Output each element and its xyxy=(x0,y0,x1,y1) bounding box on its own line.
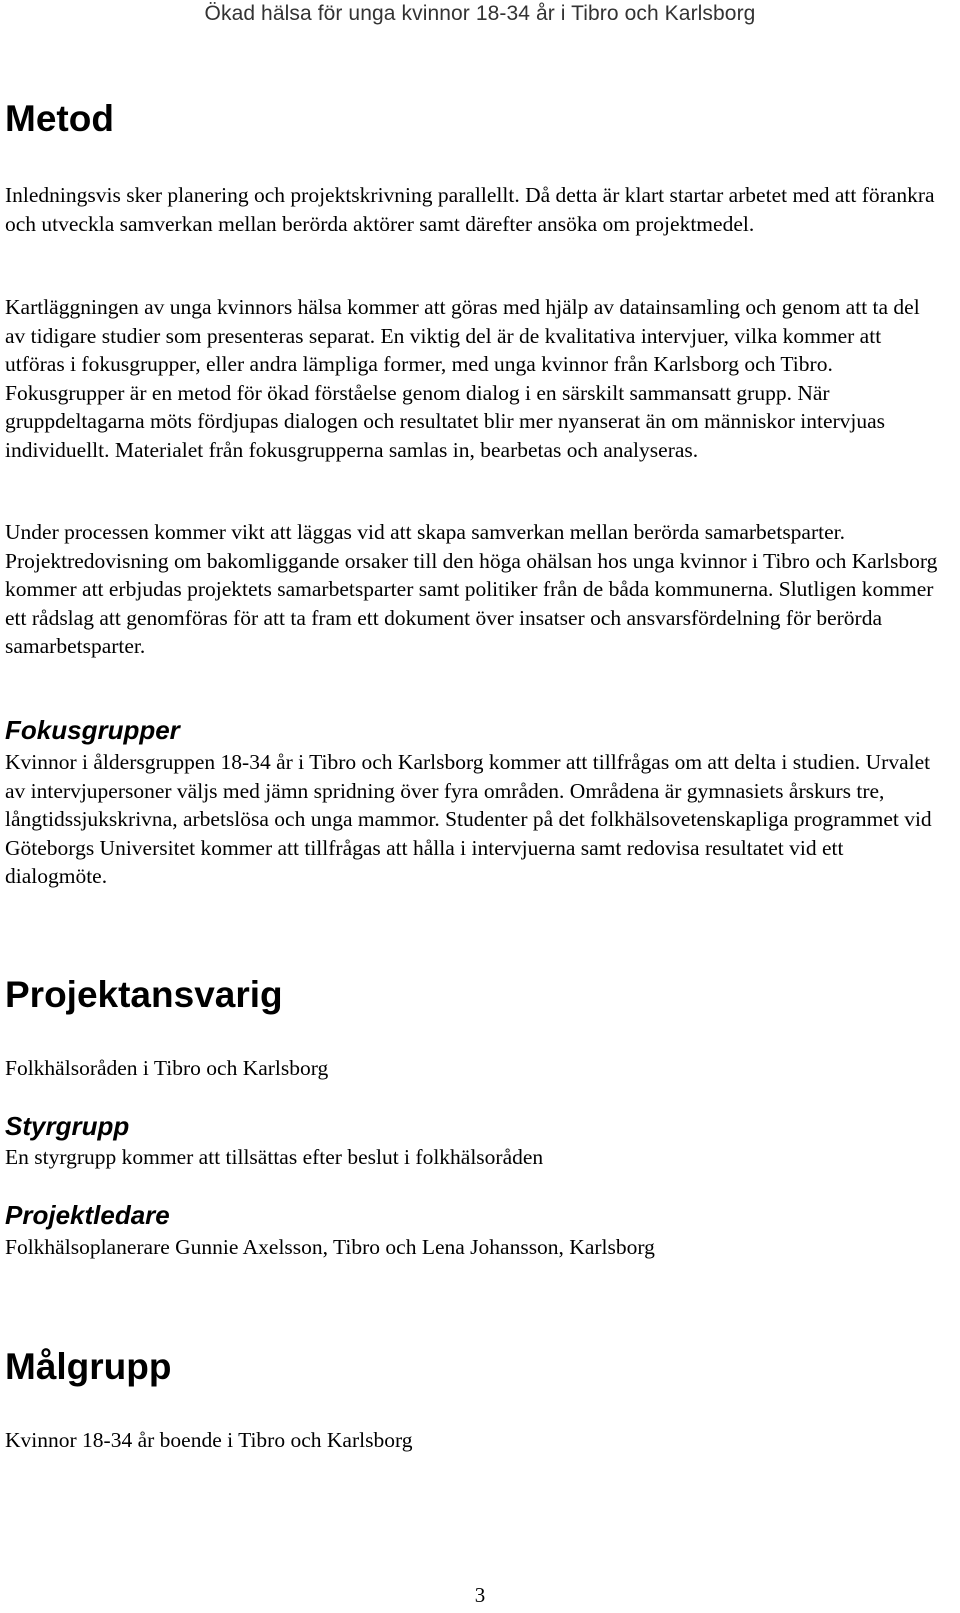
paragraph-metod-1: Inledningsvis sker planering och projektskrivning parallellt. Då detta är klart startar arbetet med att förankra och utveckla samverkan mellan berörda aktörer samt därefter ansöka om projektmedel. xyxy=(5,183,935,236)
text-projektansvarig: Folkhälsoråden i Tibro och Karlsborg xyxy=(5,1056,329,1080)
heading-metod: Metod xyxy=(5,98,114,139)
paragraph-fokusgrupper: Kvinnor i åldersgruppen 18-34 år i Tibro och Karlsborg kommer att tillfrågas om att delta i studien. Urvalet av intervjupersoner väljs med jämn spridning över fyra områden. Områdena är gymnasiets årskurs tre, långtidssjukskrivna, arbetslösa och unga mammor. Studenter på det folkhälsovetenskapliga programmet vid Göteborgs Universitet kommer att tillfrågas att hålla i intervjuerna samt redovisa resultatet vid ett dialogmöte. xyxy=(5,750,932,889)
heading-fokusgrupper: Fokusgrupper xyxy=(5,715,180,745)
page-number: 3 xyxy=(474,1583,486,1607)
text-projektledare: Folkhälsoplanerare Gunnie Axelsson, Tibro och Lena Johansson, Karlsborg xyxy=(5,1235,655,1259)
text-styrgrupp: En styrgrupp kommer att tillsättas efter beslut i folkhälsoråden xyxy=(5,1145,544,1169)
heading-projektansvarig: Projektansvarig xyxy=(5,974,283,1015)
heading-styrgrupp: Styrgrupp xyxy=(5,1111,130,1141)
paragraph-metod-3: Under processen kommer vikt att läggas vid att skapa samverkan mellan berörda samarbetsparter. Projektredovisning om bakomliggande orsaker till den höga ohälsan hos unga kvinnor i Tibro och Karlsborg kommer att erbjudas projektets samarbetsparter samt politiker från de båda kommunerna. Slutligen kommer ett rådslag att genomföras för att ta fram ett dokument över insatser och ansvarsfördelning för berörda samarbetsparter. xyxy=(5,520,938,659)
text-malgrupp: Kvinnor 18-34 år boende i Tibro och Karlsborg xyxy=(5,1428,413,1452)
running-header: Ökad hälsa för unga kvinnor 18-34 år i Tibro och Karlsborg xyxy=(204,2,756,25)
heading-projektledare: Projektledare xyxy=(5,1200,170,1230)
paragraph-metod-2: Kartläggningen av unga kvinnors hälsa kommer att göras med hjälp av datainsamling och genom att ta del av tidigare studier som presenteras separat. En viktig del är de kvalitativa intervjuer, vilka kommer att utföras i fokusgrupper, eller andra lämpliga former, med unga kvinnor från Karlsborg och Tibro. Fokusgrupper är en metod för ökad förståelse genom dialog i en särskilt sammansatt grupp. När gruppdeltagarna möts fördjupas dialogen och resultatet blir mer nyanserat än om människor intervjuas individuellt. Materialet från fokusgrupperna samlas in, bearbetas och analyseras. xyxy=(5,295,920,462)
heading-malgrupp: Målgrupp xyxy=(5,1346,172,1387)
